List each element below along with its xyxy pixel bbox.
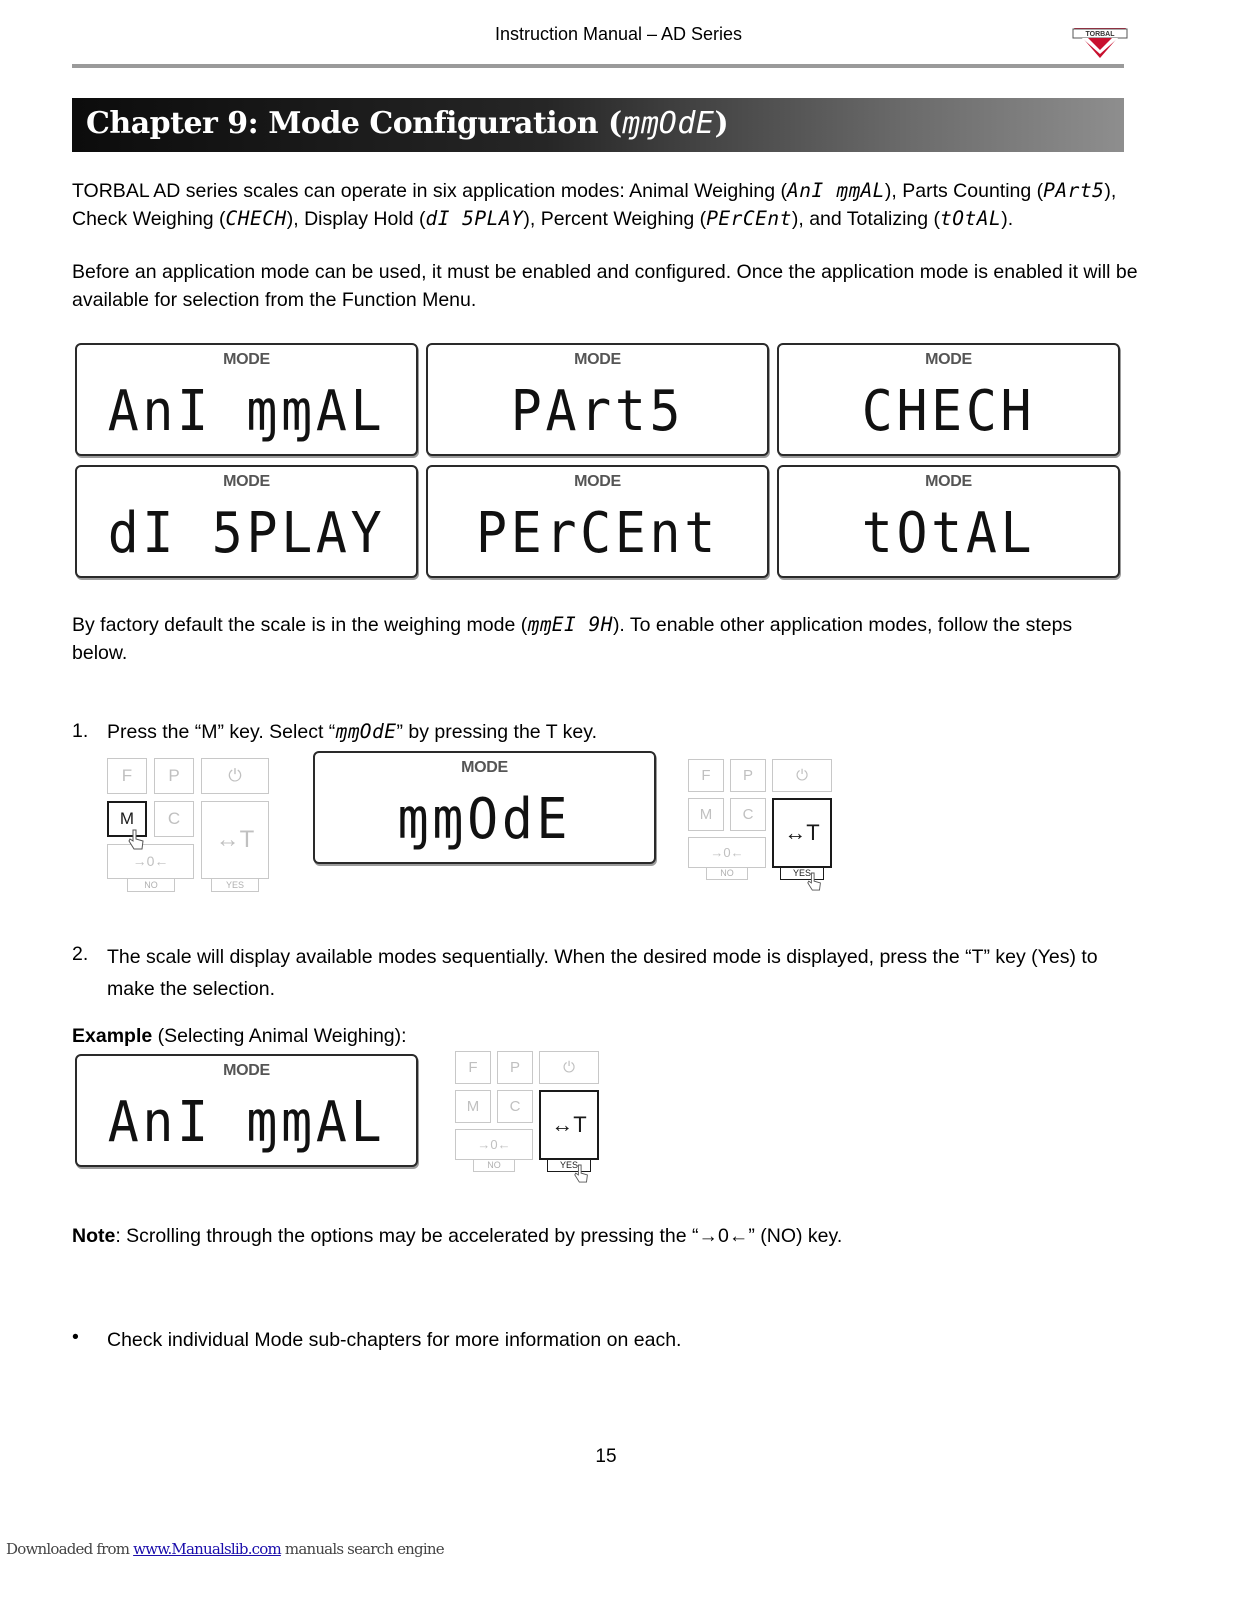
power-key[interactable]: ⏻	[201, 758, 269, 794]
lcd-label: MODE	[223, 473, 270, 490]
no-label: NO	[127, 878, 175, 892]
lcd-label: MODE	[574, 351, 621, 368]
p-key[interactable]: P	[497, 1051, 533, 1084]
lcd-label: MODE	[461, 759, 508, 776]
tare-key[interactable]: ↔T	[201, 801, 269, 879]
c-key[interactable]: C	[154, 801, 194, 837]
chapter-banner	[72, 98, 1124, 152]
logo-text: TORBAL	[1085, 31, 1115, 38]
lcd-value: PErCEnt	[476, 501, 719, 566]
step-2-text: The scale will display available modes sequentially. When the desired mode is displayed, press the “T” key (Yes) to make the selection.	[107, 946, 1098, 1000]
lcd-example	[75, 1054, 418, 1167]
default-mode-paragraph: By factory default the scale is in the weighing mode (ɱɱEI 9H). To enable other application modes, follow the steps below.	[72, 613, 1073, 664]
header-title: Instruction Manual – AD Series	[494, 24, 743, 44]
lcd-label: MODE	[925, 351, 972, 368]
page-number: 15	[595, 1446, 617, 1467]
torbal-logo	[1072, 20, 1128, 60]
lcd-value: tOtAL	[861, 501, 1036, 566]
note-paragraph: Note: Scrolling through the options may be accelerated by pressing the “→0←” (NO) key.	[72, 1225, 843, 1247]
zero-key[interactable]: →0←	[455, 1129, 533, 1160]
yes-label: YES	[211, 878, 259, 892]
tare-key[interactable]: ↔T	[772, 798, 832, 868]
power-key[interactable]: ⏻	[772, 759, 832, 792]
f-key[interactable]: F	[107, 758, 147, 794]
lcd-label: MODE	[925, 473, 972, 490]
c-key[interactable]: C	[730, 798, 766, 831]
bullet-text: Check individual Mode sub-chapters for more information on each.	[107, 1329, 682, 1351]
m-key[interactable]: M	[107, 801, 147, 837]
no-label: NO	[473, 1159, 515, 1172]
hand-pointer-icon	[573, 1163, 591, 1185]
lcd-mode-check	[777, 343, 1120, 456]
header-rule	[72, 64, 1124, 68]
keypad-press-m	[107, 758, 272, 896]
hand-pointer-icon	[127, 828, 147, 852]
lcd-step-1	[313, 751, 656, 864]
f-key[interactable]: F	[455, 1051, 491, 1084]
lcd-mode-display	[75, 465, 418, 578]
c-key[interactable]: C	[497, 1090, 533, 1123]
yes-label: YES	[547, 1159, 591, 1172]
intro-paragraph-2: Before an application mode can be used, it must be enabled and configured. Once the application mode is enabled it will be available for selection from the Function Menu.	[72, 261, 1138, 311]
download-footer: Downloaded from www.Manualslib.com manuals search engine	[6, 1540, 444, 1558]
lcd-mode-animal	[75, 343, 418, 456]
hand-pointer-icon	[806, 871, 824, 893]
lcd-value: AnI ɱɱAL	[107, 1090, 386, 1155]
lcd-value: CHECH	[861, 379, 1036, 444]
lcd-value: PArt5	[510, 379, 685, 444]
chapter-title: Chapter 9: Mode Configuration (ɱɱOdE)	[86, 106, 729, 141]
no-label: NO	[706, 867, 748, 880]
lcd-value: AnI ɱɱAL	[107, 379, 386, 444]
m-key[interactable]: M	[455, 1090, 491, 1123]
intro-paragraph: TORBAL AD series scales can operate in six application modes: Animal Weighing (AnI ɱɱAL), Parts Counting (PArt5), Check Weighing (CHECH), Display Hold (dI 5PLAY), Percent Weighing (PErCEnt), and Totalizing (tOtAL).	[72, 179, 1117, 230]
power-key[interactable]: ⏻	[539, 1051, 599, 1084]
step-1-text: Press the “M” key. Select “ɱɱOdE” by pressing the T key.	[107, 720, 597, 743]
zero-key[interactable]: →0←	[688, 837, 766, 868]
lcd-mode-parts	[426, 343, 769, 456]
zero-key[interactable]: →0←	[107, 844, 194, 879]
bullet-icon: •	[72, 1326, 79, 1348]
yes-label: YES	[780, 867, 824, 880]
lcd-mode-percent	[426, 465, 769, 578]
lcd-label: MODE	[574, 473, 621, 490]
example-label: Example (Selecting Animal Weighing):	[72, 1025, 407, 1047]
lcd-label: MODE	[223, 351, 270, 368]
step-1-number: 1.	[72, 720, 89, 742]
lcd-value: dI 5PLAY	[107, 501, 386, 566]
m-key[interactable]: M	[688, 798, 724, 831]
tare-key[interactable]: ↔T	[539, 1090, 599, 1160]
step-2-number: 2.	[72, 943, 89, 965]
p-key[interactable]: P	[730, 759, 766, 792]
p-key[interactable]: P	[154, 758, 194, 794]
lcd-value: ɱɱOdE	[397, 787, 572, 852]
keypad-press-t	[688, 759, 838, 889]
manualslib-link[interactable]: www.Manualslib.com	[133, 1540, 281, 1558]
keypad-example	[455, 1051, 605, 1181]
f-key[interactable]: F	[688, 759, 724, 792]
lcd-mode-total	[777, 465, 1120, 578]
lcd-label: MODE	[223, 1062, 270, 1079]
